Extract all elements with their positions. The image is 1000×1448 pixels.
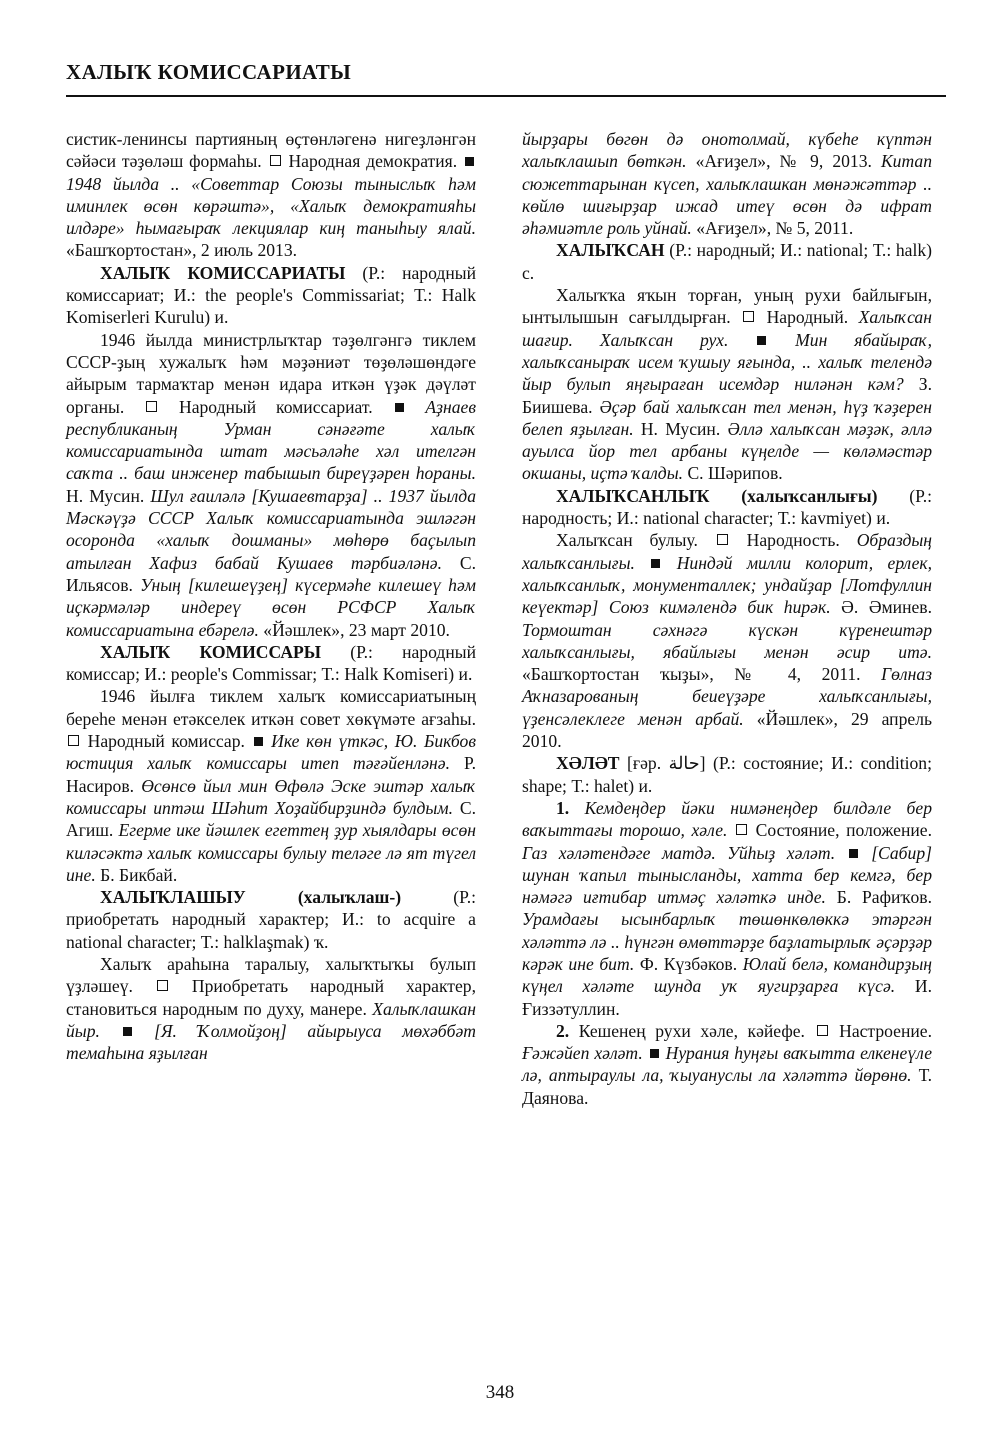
russian-equivalent-icon <box>717 534 728 545</box>
russian-equivalent-icon <box>68 735 79 746</box>
entry-halet: ХӘЛӘТ [ғәр. حالة] (Р.: состояние; И.: condition; shape; Т.: halet) и. <box>522 753 932 796</box>
header-rule <box>66 95 946 97</box>
example-marker-icon <box>395 403 404 412</box>
russian-equivalent-icon <box>736 824 747 835</box>
definition: Халыҡсан булыу. Народность. Образдың халыҡсанлығы. Ниндәй милли колорит, ерлек, халыҡсанлыҡ, монументаллек; ундайҙар [Лотфуллин кеүектәр] Союз кимәлендә бик һирәк. Ә. Әминев. Тормоштан сәхнәгә күскән күренештәр халыҡсанлығы, ябайлығы менән әсир итә. «Башҡортостан ҡыҙы», № 4, 2011. Гөлназ Аҡназарованың беиеүҙәре халыҡсанлығы, үҙенсәлеклеге менән арбай. «Йәшлек», 29 апрель 2010. <box>522 530 933 752</box>
entry-halyksanlyk: ХАЛЫҠСАНЛЫҠ (халыҡсанлығы) (Р.: народность; И.: national character; Т.: kavmiyet) и. <box>522 485 932 529</box>
example-marker-icon <box>757 336 766 345</box>
example-marker-icon <box>849 849 858 858</box>
definition: Халыҡҡа яҡын торған, уның рухи байлығын, ынтылышын сағылдырған. Народный. Халыҡсан шағир. Халыҡсан рух. Мин ябайыраҡ, халыҡсаныраҡ исем ҡушыу яғында, .. халыҡ телендә йыр булып яңғыраған исемдәр ниләнән кәм? З. Биишева. Әҫәр бай халыҡсан тел менән, һүҙ ҡәҙерен белеп яҙылған. Н. Мусин. Әллә халыҡсан мәҙәк, әллә ауылса йор тел арбаны күңелде — көләмәстәр окшаны, иҫтә ҡалды. С. Шәрипов. <box>522 285 932 484</box>
example-marker-icon <box>123 1027 132 1036</box>
headword: ХӘЛӘТ <box>556 753 620 774</box>
definition: Халыҡ араһына таралыу, халыҡтыҡы булып үҙләшеү. Приобретать народный характер, становиться народным по духу, манере. Халыҡлашкан йыр. [Я. Ҡолмойҙоң] айырыуса мөхәббәт темаһына яҙылған <box>66 953 476 1064</box>
russian-equivalent-icon <box>817 1025 828 1036</box>
page-number: 348 <box>485 1382 515 1403</box>
definition: 1946 йылда министрлыҡтар тәҙөлгәнгә тиклем СССР-ҙың хужалыҡ һәм мәҙәниәт төҙөләшөндәге айырым тармаҡтар менән идара иткән үҙәк дәүләт органы. Народный комиссариат. Аҙнаев республиканың Урман сәнәғәте халыҡ комиссариатында штат мәсьәләһе хәл ителгән саҡта .. баш инженер табышып биреүҙәрен һораны. Н. Мусин. Шул ғаиләлә [Кушаевтарҙа] .. 1937 йылда Мәскәүҙә СССР Халыҡ комиссариатында эшләгән осоронда «халыҡ дошманы» мөһөрө баҫылып атылған Хафиз бабай Кушаев тәрбиәләнә. С. Ильясов. Уның [килешеүҙең] күсермәһе килешеү һәм иҫкәрмәләр индереү өсөн РСФСР Халыҡ комиссариатына ебәрелә. «Йәшлек», 23 март 2010. <box>66 329 476 640</box>
headword: ХАЛЫҠСАН <box>556 240 665 261</box>
example-marker-icon <box>254 737 263 746</box>
russian-equivalent-icon <box>270 155 281 166</box>
left-column <box>66 128 476 1064</box>
definition: 1946 йылға тиклем халыҡ комиссариатының береһе менән етәкселек иткән совет хөкүмәте ағзаһы. Народный комиссар. Ике көн үткәс, Ю. Бикбов юстиция халыҡ комиссары итеп тәғәйенләнә. Р. Насиров. Өсөнсө йыл мин Өфөлә Эске эштәр халыҡ комиссары иптәш Шәһит Хоҙайбирҙиндә булдым. С. Агиш. Егерме ике йәшлек егеттең ҙур хыялдары өсөн киләсәктә халыҡ комиссары булыу теләге лә ят түгел ине. Б. Бикбай. <box>66 686 476 885</box>
headword: ХАЛЫҠ КОМИССАРИАТЫ <box>100 262 346 283</box>
entry-halyklashyu: ХАЛЫҠЛАШЫУ (халыҡлаш-) (Р.: приобретать народный характер; И.: to acquire a national character; Т.: halklaşmak) ҡ. <box>66 887 476 952</box>
russian-equivalent-icon <box>157 980 168 991</box>
russian-equivalent-icon <box>743 311 754 322</box>
headword: ХАЛЫҠЛАШЫУ (халыҡлаш-) <box>100 887 402 908</box>
entry-halyksan: ХАЛЫҠСАН (Р.: народный; И.: national; Т.: halk) с. <box>522 240 933 283</box>
headword: ХАЛЫҠ КОМИССАРЫ <box>100 641 322 662</box>
example-marker-icon <box>650 1049 659 1058</box>
headword: ХАЛЫҠСАНЛЫҠ <box>556 485 710 506</box>
sense-1: 1. Кемдеңдер йәки нимәнеңдер билдәле бер ваҡыттағы торошо, хәле. Состояние, положение. Газ хәләтендәге матдә. Уйһыҙ хәләт. [Сабир] шунан ҡапыл тынысланды, хатта бер кемгә, бер нәмәгә иғтибар итмәҫ хәләткә инде. Б. Рафиҡов. Урамдағы ысынбарлыҡ төшөнкөлөккә этәргән хәләттә лә .. һүнгән өмөттәрҙе баҙлатырлыҡ әҫәрҙәр кәрәк ине бит. Ф. Күзбәков. Юлай белә, командирҙың күңел хәләте шунда уҡ яугирҙарға күсә. И. Ғиззәтуллин. <box>522 797 932 1019</box>
entry-halyk-komissariaty: ХАЛЫҠ КОМИССАРИАТЫ (Р.: народный комиссариат; И.: the people's Commissariat; Т.: Halk Komiserleri Kurulu) и. <box>66 262 476 328</box>
example-marker-icon <box>465 157 474 166</box>
entry-halyk-komissary: ХАЛЫҠ КОМИССАРЫ (Р.: народный комиссар; И.: people's Commissar; Т.: Halk Komiseri) и. <box>66 641 476 685</box>
sense-2: 2. Кешенең рухи хәле, кәйефе. Настроение. Ғәжәйеп хәләт. Нурания һуңғы ваҡытта елкенеүле лә, аптыраулы ла, ҡыуанyслы ла хәләттә йөрөнө. Т. Даянова. <box>522 1020 933 1108</box>
running-header: ХАЛЫҠ КОМИССАРИАТЫ <box>66 60 352 84</box>
russian-equivalent-icon <box>146 401 157 412</box>
right-column <box>522 128 932 1109</box>
example-marker-icon <box>651 559 660 568</box>
paragraph-continued: систик-ленинсы партияның өҫтөнләгенә нигеҙләнгән сәйәси тәҙөләш формаһы. Народная демократия. 1948 йылда .. «Советтар Союзы тыныслыҡ һәм иминлек өсөн көрәштә», «Халыҡ демократияһы илдәре» һымағыраҡ лекциялар киң таныһыу ялай. «Башҡортостан», 2 июль 2013. <box>66 129 476 261</box>
paragraph-continued: йырҙары бөгөн дә онотолмай, күбеһе күптән халыҡлашып бөткән. «Ағиҙел», № 9, 2013. Китап сюжеттарынан күсеп, халыҡлашкан мөнәжәттәр .. көйлө шиғырҙар ижад итеү өсөн дә ифрат әһәмиәтле роль уйнай. «Ағиҙел», № 5, 2011. <box>522 129 932 239</box>
